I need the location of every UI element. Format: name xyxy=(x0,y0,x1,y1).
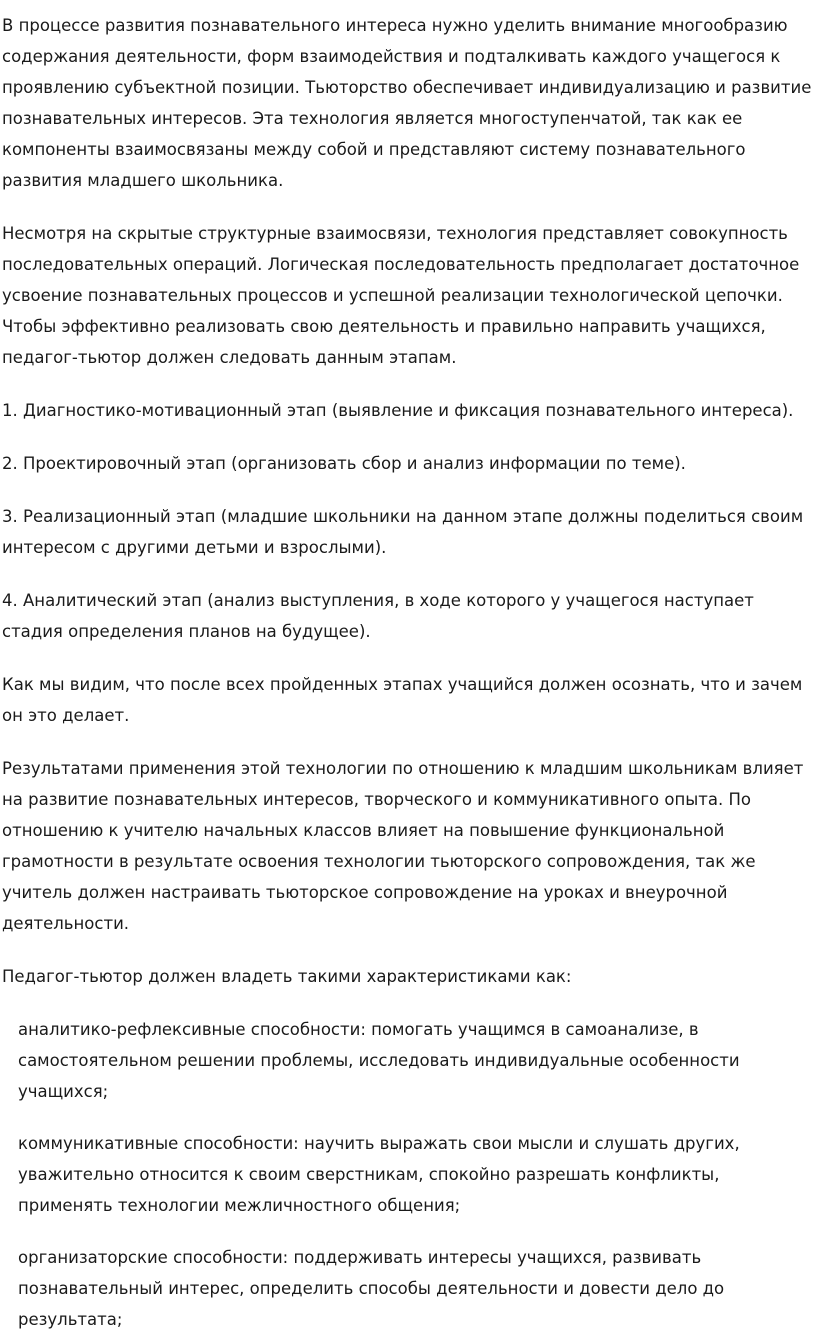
paragraph-results: Результатами применения этой технологии по отношению к младшим школьникам влияет на развитие познавательных интересов, творческого и коммуникативного опыта. По отношению к учителю начальных классов влияет на повышение функциональной грамотности в результате освоения технологии тьюторского сопровождения, так же учитель должен настраивать тьюторское сопровождение на уроках и внеурочной деятельности. xyxy=(2,759,804,933)
stage-item-4: 4. Аналитический этап (анализ выступления, в ходе которого у учащегося наступает стадия определения планов на будущее). xyxy=(2,591,754,641)
characteristic-organizational: организаторские способности: поддерживать интересы учащихся, развивать познавательный интерес, определить способы деятельности и довести дело до результата; xyxy=(18,1248,725,1329)
paragraph-characteristics-intro: Педагог-тьютор должен владеть такими характеристиками как: xyxy=(2,967,572,986)
paragraph-conclusion: Как мы видим, что после всех пройденных этапах учащийся должен осознать, что и зачем он это делает. xyxy=(2,675,803,725)
stage-item-2: 2. Проектировочный этап (организовать сбор и анализ информации по теме). xyxy=(2,454,686,473)
stage-item-3: 3. Реализационный этап (младшие школьники на данном этапе должны поделиться своим интересом с другими детьми и взрослыми). xyxy=(2,507,804,557)
stage-item-1: 1. Диагностико-мотивационный этап (выявление и фиксация познавательного интереса). xyxy=(2,401,794,420)
paragraph-intro: В процессе развития познавательного интереса нужно уделить внимание многообразию содержания деятельности, форм взаимодействия и подталкивать каждого учащегося к проявлению субъектной позиции. Тьюторство обеспечивает индивидуализацию и развитие познавательных интересов. Эта технология является многоступенчатой, так как ее компоненты взаимосвязаны между собой и представляют систему познавательного развития младшего школьника. xyxy=(2,16,812,190)
characteristic-analytic: аналитико-рефлексивные способности: помогать учащимся в самоанализе, в самостоятельном решении проблемы, исследовать индивидуальные особенности учащихся; xyxy=(18,1020,740,1101)
paragraph-structure: Несмотря на скрытые структурные взаимосвязи, технология представляет совокупность последовательных операций. Логическая последовательность предполагает достаточное усвоение познавательных процессов и успешной реализации технологической цепочки. Чтобы эффективно реализовать свою деятельность и правильно направить учащихся, педагог-тьютор должен следовать данным этапам. xyxy=(2,224,800,367)
characteristics-list xyxy=(2,1014,814,1335)
characteristic-communicative: коммуникативные способности: научить выражать свои мысли и слушать других, уважительно относится к своим сверстникам, спокойно разрешать конфликты, применять технологии межличностного общения; xyxy=(18,1134,740,1215)
